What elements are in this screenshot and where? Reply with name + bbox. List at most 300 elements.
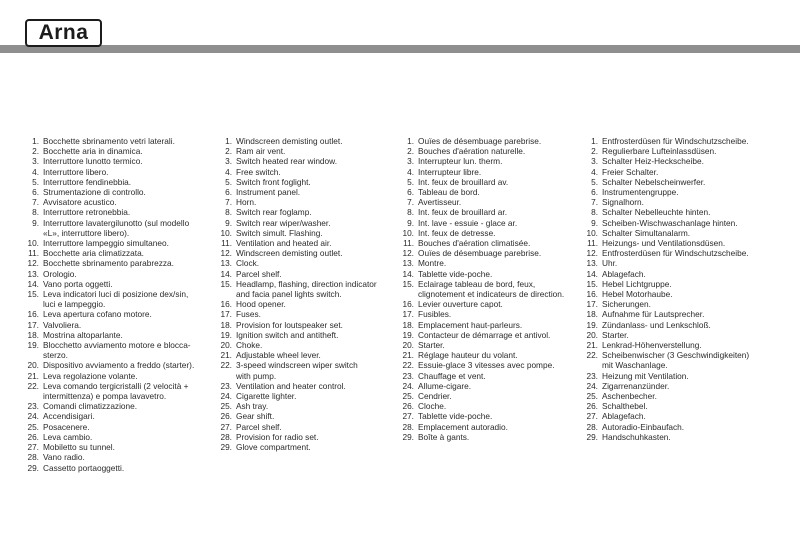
legend-item-text: Provision for loutspeaker set. <box>236 319 343 330</box>
legend-item-text: Essuie-glace 3 vitesses avec pompe. <box>418 360 555 371</box>
legend-item-text: Mobiletto su tunnel. <box>43 442 115 453</box>
legend-item-text: Int. lave - essuie - glace ar. <box>418 217 518 228</box>
legend-item-number: 11. <box>587 238 598 249</box>
legend-item-number: 3. <box>591 156 598 167</box>
legend-item-number: 14. <box>586 268 598 279</box>
legend-item-number: 29. <box>27 462 39 473</box>
legend-item-number: 22. <box>27 380 39 391</box>
legend-item-number: 5. <box>32 176 39 187</box>
legend-item-text: and facia panel lights switch. <box>236 289 342 300</box>
legend-item <box>584 320 784 330</box>
legend-item-number: 2. <box>225 146 232 157</box>
legend-item-text: Leva cambio. <box>43 431 93 442</box>
legend-item-text: Heizung mit Ventilation. <box>602 370 689 381</box>
legend-item-number: 4. <box>225 166 232 177</box>
legend-item-number: 27. <box>586 411 598 422</box>
legend-item-text: Schalter Nebelscheinwerfer. <box>602 176 706 187</box>
legend-item-text: Horn. <box>236 197 257 208</box>
legend-item <box>584 279 784 289</box>
legend-item-number <box>584 360 602 370</box>
legend-item-text: Uhr. <box>602 258 618 269</box>
legend-item <box>25 391 215 401</box>
legend-item <box>584 218 784 228</box>
legend-item <box>218 218 403 228</box>
legend-item-number: 13. <box>27 268 39 279</box>
legend-item-number: 12. <box>586 248 598 259</box>
legend-item-text: Comandi climatizzazione. <box>43 401 138 412</box>
legend-item-text: Int. feux de brouillard ar. <box>418 207 508 218</box>
legend-item <box>400 167 590 177</box>
legend-item-number: 20. <box>27 360 39 371</box>
legend-item-text: Dispositivo avviamento a freddo (starter). <box>43 360 195 371</box>
legend-item-text: Interruttore lunotto termico. <box>43 156 143 167</box>
legend-item <box>218 279 403 289</box>
legend-item-text: Interruttore fendinebbia. <box>43 176 132 187</box>
legend-item-text: Accendisigari. <box>43 411 95 422</box>
legend-item <box>584 299 784 309</box>
legend-item <box>218 156 403 166</box>
legend-item-number: 24. <box>27 411 39 422</box>
legend-item-number: 29. <box>402 431 414 442</box>
legend-item-text: Hood opener. <box>236 299 286 310</box>
legend-item-text: Blocchetto avviamento motore e blocca- <box>43 340 191 351</box>
legend-item <box>584 289 784 299</box>
legend-item-number: 15. <box>402 278 414 289</box>
legend-item <box>584 350 784 360</box>
legend-item <box>25 218 215 228</box>
legend-item-text: Int. feux de brouillard av. <box>418 176 509 187</box>
legend-item-number: 1. <box>591 136 598 146</box>
legend-item <box>218 309 403 319</box>
legend-item <box>218 350 403 360</box>
legend-item <box>400 411 590 421</box>
legend-item-number: 27. <box>220 421 232 432</box>
legend-item-number: 9. <box>225 217 232 228</box>
legend-item <box>218 411 403 421</box>
legend-item-text: Starter. <box>602 329 629 340</box>
legend-item <box>584 238 784 248</box>
legend-item <box>25 360 215 370</box>
legend-item <box>584 136 784 146</box>
legend-item <box>400 381 590 391</box>
legend-item-text: Vano radio. <box>43 452 85 463</box>
legend-item-number: 16. <box>402 299 414 310</box>
legend-item-number: 12. <box>27 258 39 269</box>
legend-item-number: 11. <box>403 238 414 249</box>
legend-item <box>584 309 784 319</box>
legend-item <box>25 269 215 279</box>
legend-item-text: Cloche. <box>418 401 447 412</box>
legend-item-text: Zündanlass- und Lenkschloß. <box>602 319 711 330</box>
legend-item-number: 7. <box>32 197 39 208</box>
legend-item-text: Ventilation and heater control. <box>236 380 346 391</box>
legend-item-number: 20. <box>402 340 414 351</box>
legend-item-number <box>218 371 236 381</box>
legend-item-text: clignotement et indicateurs de direction. <box>418 289 565 300</box>
legend-item-text: luci e lampeggio. <box>43 299 106 310</box>
legend-item-text: Interrupteur libre. <box>418 166 482 177</box>
legend-item <box>584 401 784 411</box>
legend-item-number: 3. <box>407 156 414 167</box>
legend-item-number: 2. <box>591 146 598 157</box>
legend-item-text: Eclairage tableau de bord, feux, <box>418 278 536 289</box>
legend-item-number: 4. <box>32 166 39 177</box>
legend-item-number: 28. <box>27 452 39 463</box>
legend-item-number: 8. <box>407 207 414 218</box>
legend-item <box>400 197 590 207</box>
legend-item-number: 16. <box>27 309 39 320</box>
legend-item <box>584 391 784 401</box>
legend-item-text: Ablagefach. <box>602 268 646 279</box>
legend-item-text: Scheibenwischer (3 Geschwindigkeiten) <box>602 350 750 361</box>
legend-item-text: Leva indicatori luci di posizione dex/sin, <box>43 289 189 300</box>
legend-item <box>218 422 403 432</box>
legend-item-text: Réglage hauteur du volant. <box>418 350 518 361</box>
legend-item-number: 7. <box>407 197 414 208</box>
legend-item <box>584 258 784 268</box>
legend-item-text: Autoradio-Einbaufach. <box>602 421 685 432</box>
legend-item-number <box>25 228 43 238</box>
brand-logo <box>25 19 102 47</box>
legend-item-number: 19. <box>586 319 598 330</box>
legend-item-text: Bocchette aria climatizzata. <box>43 248 144 259</box>
legend-item-number: 20. <box>220 340 232 351</box>
legend-item-number: 3. <box>32 156 39 167</box>
legend-item-text: Leva regolazione volante. <box>43 370 138 381</box>
legend-item-number: 17. <box>27 319 39 330</box>
legend-item-number: 10. <box>586 227 598 238</box>
legend-item <box>584 411 784 421</box>
legend-item <box>25 187 215 197</box>
legend-item-text: Contacteur de démarrage et antivol. <box>418 329 551 340</box>
legend-item-number: 16. <box>220 299 232 310</box>
legend-item <box>218 401 403 411</box>
legend-item-text: Clock. <box>236 258 260 269</box>
legend-item <box>218 258 403 268</box>
legend-item-text: Hebel Motorhaube. <box>602 289 673 300</box>
legend-item <box>218 381 403 391</box>
legend-item-number: 19. <box>27 340 39 351</box>
legend-item-number: 28. <box>402 421 414 432</box>
legend-item-text: Leva comando tergicristalli (2 velocità + <box>43 380 189 391</box>
legend-item-number: 22. <box>586 350 598 361</box>
legend-item-text: Zigarrenanzünder. <box>602 380 670 391</box>
legend-item <box>400 289 590 299</box>
legend-item-text: Schalter Simultanalarm. <box>602 227 691 238</box>
legend-item <box>584 432 784 442</box>
legend-item-text: 3-speed windscreen wiper switch <box>236 360 358 371</box>
legend-item-text: Bocchette sbrinamento parabrezza. <box>43 258 174 269</box>
legend-item-number: 14. <box>27 278 39 289</box>
legend-item-text: Handschuhkasten. <box>602 431 671 442</box>
legend-item-text: Bouches d'aération climatisée. <box>418 238 531 249</box>
legend-item-number: 19. <box>220 329 232 340</box>
legend-item-number: 14. <box>402 268 414 279</box>
legend-item-text: Switch simult. Flashing. <box>236 227 323 238</box>
legend-item-text: Interrupteur lun. therm. <box>418 156 503 167</box>
legend-item-text: Int. feux de detresse. <box>418 227 496 238</box>
legend-item-number: 24. <box>402 380 414 391</box>
legend-item-text: Orologio. <box>43 268 77 279</box>
legend-item <box>25 442 215 452</box>
legend-item-number: 11. <box>28 248 39 259</box>
legend-item <box>25 381 215 391</box>
legend-item-text: Chauffage et vent. <box>418 370 486 381</box>
legend-item-text: Cigarette lighter. <box>236 391 297 402</box>
legend-item-text: Tableau de bord. <box>418 187 480 198</box>
legend-item-text: Parcel shelf. <box>236 421 282 432</box>
legend-item <box>25 299 215 309</box>
legend-item <box>400 299 590 309</box>
header-rule <box>0 45 800 53</box>
legend-item-text: Starter. <box>418 340 445 351</box>
legend-item <box>584 248 784 258</box>
legend-item <box>25 422 215 432</box>
legend-item <box>25 330 215 340</box>
legend-item <box>218 136 403 146</box>
legend-item <box>218 238 403 248</box>
legend-item <box>400 371 590 381</box>
legend-item <box>25 401 215 411</box>
legend-item-text: Scheiben-Wischwaschanlage hinten. <box>602 217 738 228</box>
legend-item-number: 21. <box>220 350 232 361</box>
legend-item <box>218 146 403 156</box>
legend-item <box>25 197 215 207</box>
legend-item <box>25 258 215 268</box>
legend-item-number: 11. <box>221 238 232 249</box>
legend-item <box>25 228 215 238</box>
legend-item <box>400 401 590 411</box>
legend-item <box>25 463 215 473</box>
legend-item <box>400 350 590 360</box>
legend-item-number: 17. <box>586 299 598 310</box>
legend-item-text: Entfrosterdüsen für Windschutzscheibe. <box>602 248 749 259</box>
legend-item <box>25 248 215 258</box>
legend-item-number <box>218 289 236 299</box>
legend-item-number <box>25 299 43 309</box>
legend-item-number: 18. <box>27 329 39 340</box>
legend-item <box>25 411 215 421</box>
legend-item-text: Switch rear foglamp. <box>236 207 312 218</box>
legend-item-number: 4. <box>591 166 598 177</box>
legend-item <box>218 269 403 279</box>
legend-item <box>25 156 215 166</box>
legend-item-number <box>25 350 43 360</box>
legend-item-number: 25. <box>220 401 232 412</box>
legend-column-french <box>400 136 590 442</box>
legend-item-text: Ouïes de désembuage parebrise. <box>418 136 542 146</box>
legend-item-text: Instrumentengruppe. <box>602 187 679 198</box>
legend-item-number: 6. <box>591 187 598 198</box>
legend-item-number: 23. <box>586 370 598 381</box>
legend-item-number: 22. <box>402 360 414 371</box>
legend-item-number: 26. <box>220 411 232 422</box>
legend-item-number: 23. <box>220 380 232 391</box>
legend-item <box>584 381 784 391</box>
legend-item-text: Fuses. <box>236 309 261 320</box>
legend-item-text: Sicherungen. <box>602 299 651 310</box>
legend-item-number <box>25 391 43 401</box>
legend-item-text: Leva apertura cofano motore. <box>43 309 152 320</box>
legend-item-text: Switch rear wiper/washer. <box>236 217 331 228</box>
legend-item <box>400 136 590 146</box>
legend-item-text: Emplacement haut-parleurs. <box>418 319 523 330</box>
legend-item-text: mit Waschanlage. <box>602 360 668 371</box>
legend-item-text: Emplacement autoradio. <box>418 421 508 432</box>
legend-item <box>400 248 590 258</box>
legend-item-number: 9. <box>407 217 414 228</box>
legend-item-number: 6. <box>32 187 39 198</box>
legend-item-number: 8. <box>591 207 598 218</box>
legend-item-number: 7. <box>225 197 232 208</box>
legend-item-number: 27. <box>27 442 39 453</box>
legend-column-german <box>584 136 784 442</box>
legend-item-number: 24. <box>586 380 598 391</box>
legend-item <box>25 320 215 330</box>
legend-item <box>400 177 590 187</box>
legend-item-number: 13. <box>220 258 232 269</box>
legend-item-text: Ignition switch and antitheft. <box>236 329 339 340</box>
legend-item-number: 20. <box>586 329 598 340</box>
legend-item <box>584 187 784 197</box>
legend-item <box>400 340 590 350</box>
legend-item <box>400 330 590 340</box>
legend-item-number: 27. <box>402 411 414 422</box>
legend-item-number: 18. <box>220 319 232 330</box>
legend-item-number: 10. <box>402 227 414 238</box>
legend-item-text: Instrument panel. <box>236 187 301 198</box>
legend-item-number: 2. <box>32 146 39 157</box>
legend-item-number: 16. <box>586 289 598 300</box>
legend-item <box>25 146 215 156</box>
legend-item-text: Valvoliera. <box>43 319 82 330</box>
legend-item-text: Adjustable wheel lever. <box>236 350 321 361</box>
legend-item <box>25 452 215 462</box>
legend-item-text: Schalter Heiz-Heckscheibe. <box>602 156 704 167</box>
legend-item-number: 25. <box>27 421 39 432</box>
legend-item <box>584 228 784 238</box>
legend-item-text: Posacenere. <box>43 421 90 432</box>
legend-item-text: Schalthebel. <box>602 401 648 412</box>
legend-item-number: 9. <box>591 217 598 228</box>
legend-item <box>400 258 590 268</box>
legend-item <box>218 371 403 381</box>
legend-item-number: 13. <box>586 258 598 269</box>
legend-item-text: Strumentazione di controllo. <box>43 187 146 198</box>
legend-item-number: 1. <box>32 136 39 146</box>
legend-item <box>218 228 403 238</box>
legend-item <box>25 167 215 177</box>
legend-item-text: Parcel shelf. <box>236 268 282 279</box>
legend-item-text: Ash tray. <box>236 401 269 412</box>
legend-item-text: Hebel Lichtgruppe. <box>602 278 672 289</box>
legend-item-text: Windscreen demisting outlet. <box>236 248 343 259</box>
legend-item-number: 17. <box>220 309 232 320</box>
legend-item-text: Ouïes de désembuage parebrise. <box>418 248 542 259</box>
legend-item-text: Bouches d'aération naturelle. <box>418 146 526 157</box>
brand-logo-text: Arna <box>38 21 89 44</box>
legend-item-number: 23. <box>27 401 39 412</box>
legend-item-number: 1. <box>407 136 414 146</box>
legend-item-number: 21. <box>402 350 414 361</box>
legend-item <box>584 207 784 217</box>
legend-item-number: 28. <box>586 421 598 432</box>
legend-item <box>400 320 590 330</box>
legend-item-text: Ablagefach. <box>602 411 646 422</box>
legend-item-text: Choke. <box>236 340 263 351</box>
legend-item-number: 13. <box>402 258 414 269</box>
legend-item <box>25 207 215 217</box>
legend-item <box>584 422 784 432</box>
legend-item-text: with pump. <box>236 370 277 381</box>
legend-item <box>584 360 784 370</box>
legend-item <box>25 279 215 289</box>
legend-item <box>218 289 403 299</box>
legend-item-text: Avvisatore acustico. <box>43 197 117 208</box>
legend-item <box>25 136 215 146</box>
legend-item-text: Levier ouverture capot. <box>418 299 503 310</box>
legend-item <box>584 156 784 166</box>
legend-item-text: «L», interruttore libero). <box>43 227 130 238</box>
legend-item-text: Interruttore lampeggio simultaneo. <box>43 238 169 249</box>
legend-item-number: 26. <box>27 431 39 442</box>
legend-item <box>25 289 215 299</box>
legend-item-number: 15. <box>27 289 39 300</box>
legend-item <box>218 360 403 370</box>
legend-item-number: 3. <box>225 156 232 167</box>
legend-item <box>584 167 784 177</box>
legend-item <box>25 350 215 360</box>
legend-item <box>218 197 403 207</box>
legend-item <box>25 309 215 319</box>
legend-item <box>218 320 403 330</box>
legend-item <box>218 187 403 197</box>
legend-item-number: 29. <box>220 442 232 453</box>
legend-item <box>25 432 215 442</box>
legend-item-text: Switch heated rear window. <box>236 156 338 167</box>
legend-item-text: Provision for radio set. <box>236 431 319 442</box>
legend-item-text: Switch front foglight. <box>236 176 311 187</box>
legend-item <box>400 146 590 156</box>
legend-item <box>400 218 590 228</box>
legend-item <box>25 371 215 381</box>
legend-item-number: 12. <box>220 248 232 259</box>
legend-item-number: 12. <box>402 248 414 259</box>
legend-item-number: 2. <box>407 146 414 157</box>
legend-item-number: 15. <box>220 278 232 289</box>
legend-item <box>400 309 590 319</box>
legend-item <box>584 340 784 350</box>
legend-item-number: 1. <box>225 136 232 146</box>
legend-item-number: 8. <box>225 207 232 218</box>
legend-item <box>584 371 784 381</box>
legend-item-number: 10. <box>27 238 39 249</box>
legend-item <box>218 167 403 177</box>
legend-item-number: 15. <box>586 278 598 289</box>
legend-item-number <box>400 289 418 299</box>
legend-item-text: Headlamp, flashing, direction indicator <box>236 278 377 289</box>
legend-item-text: Ram air vent. <box>236 146 286 157</box>
legend-item-number: 23. <box>402 370 414 381</box>
legend-item-text: Allume-cigare. <box>418 380 472 391</box>
legend-item <box>400 156 590 166</box>
legend-item <box>584 269 784 279</box>
legend-item-number: 29. <box>586 431 598 442</box>
legend-item-number: 7. <box>591 197 598 208</box>
legend-item <box>218 330 403 340</box>
legend-item-text: Avertisseur. <box>418 197 462 208</box>
legend-item-number: 4. <box>407 166 414 177</box>
